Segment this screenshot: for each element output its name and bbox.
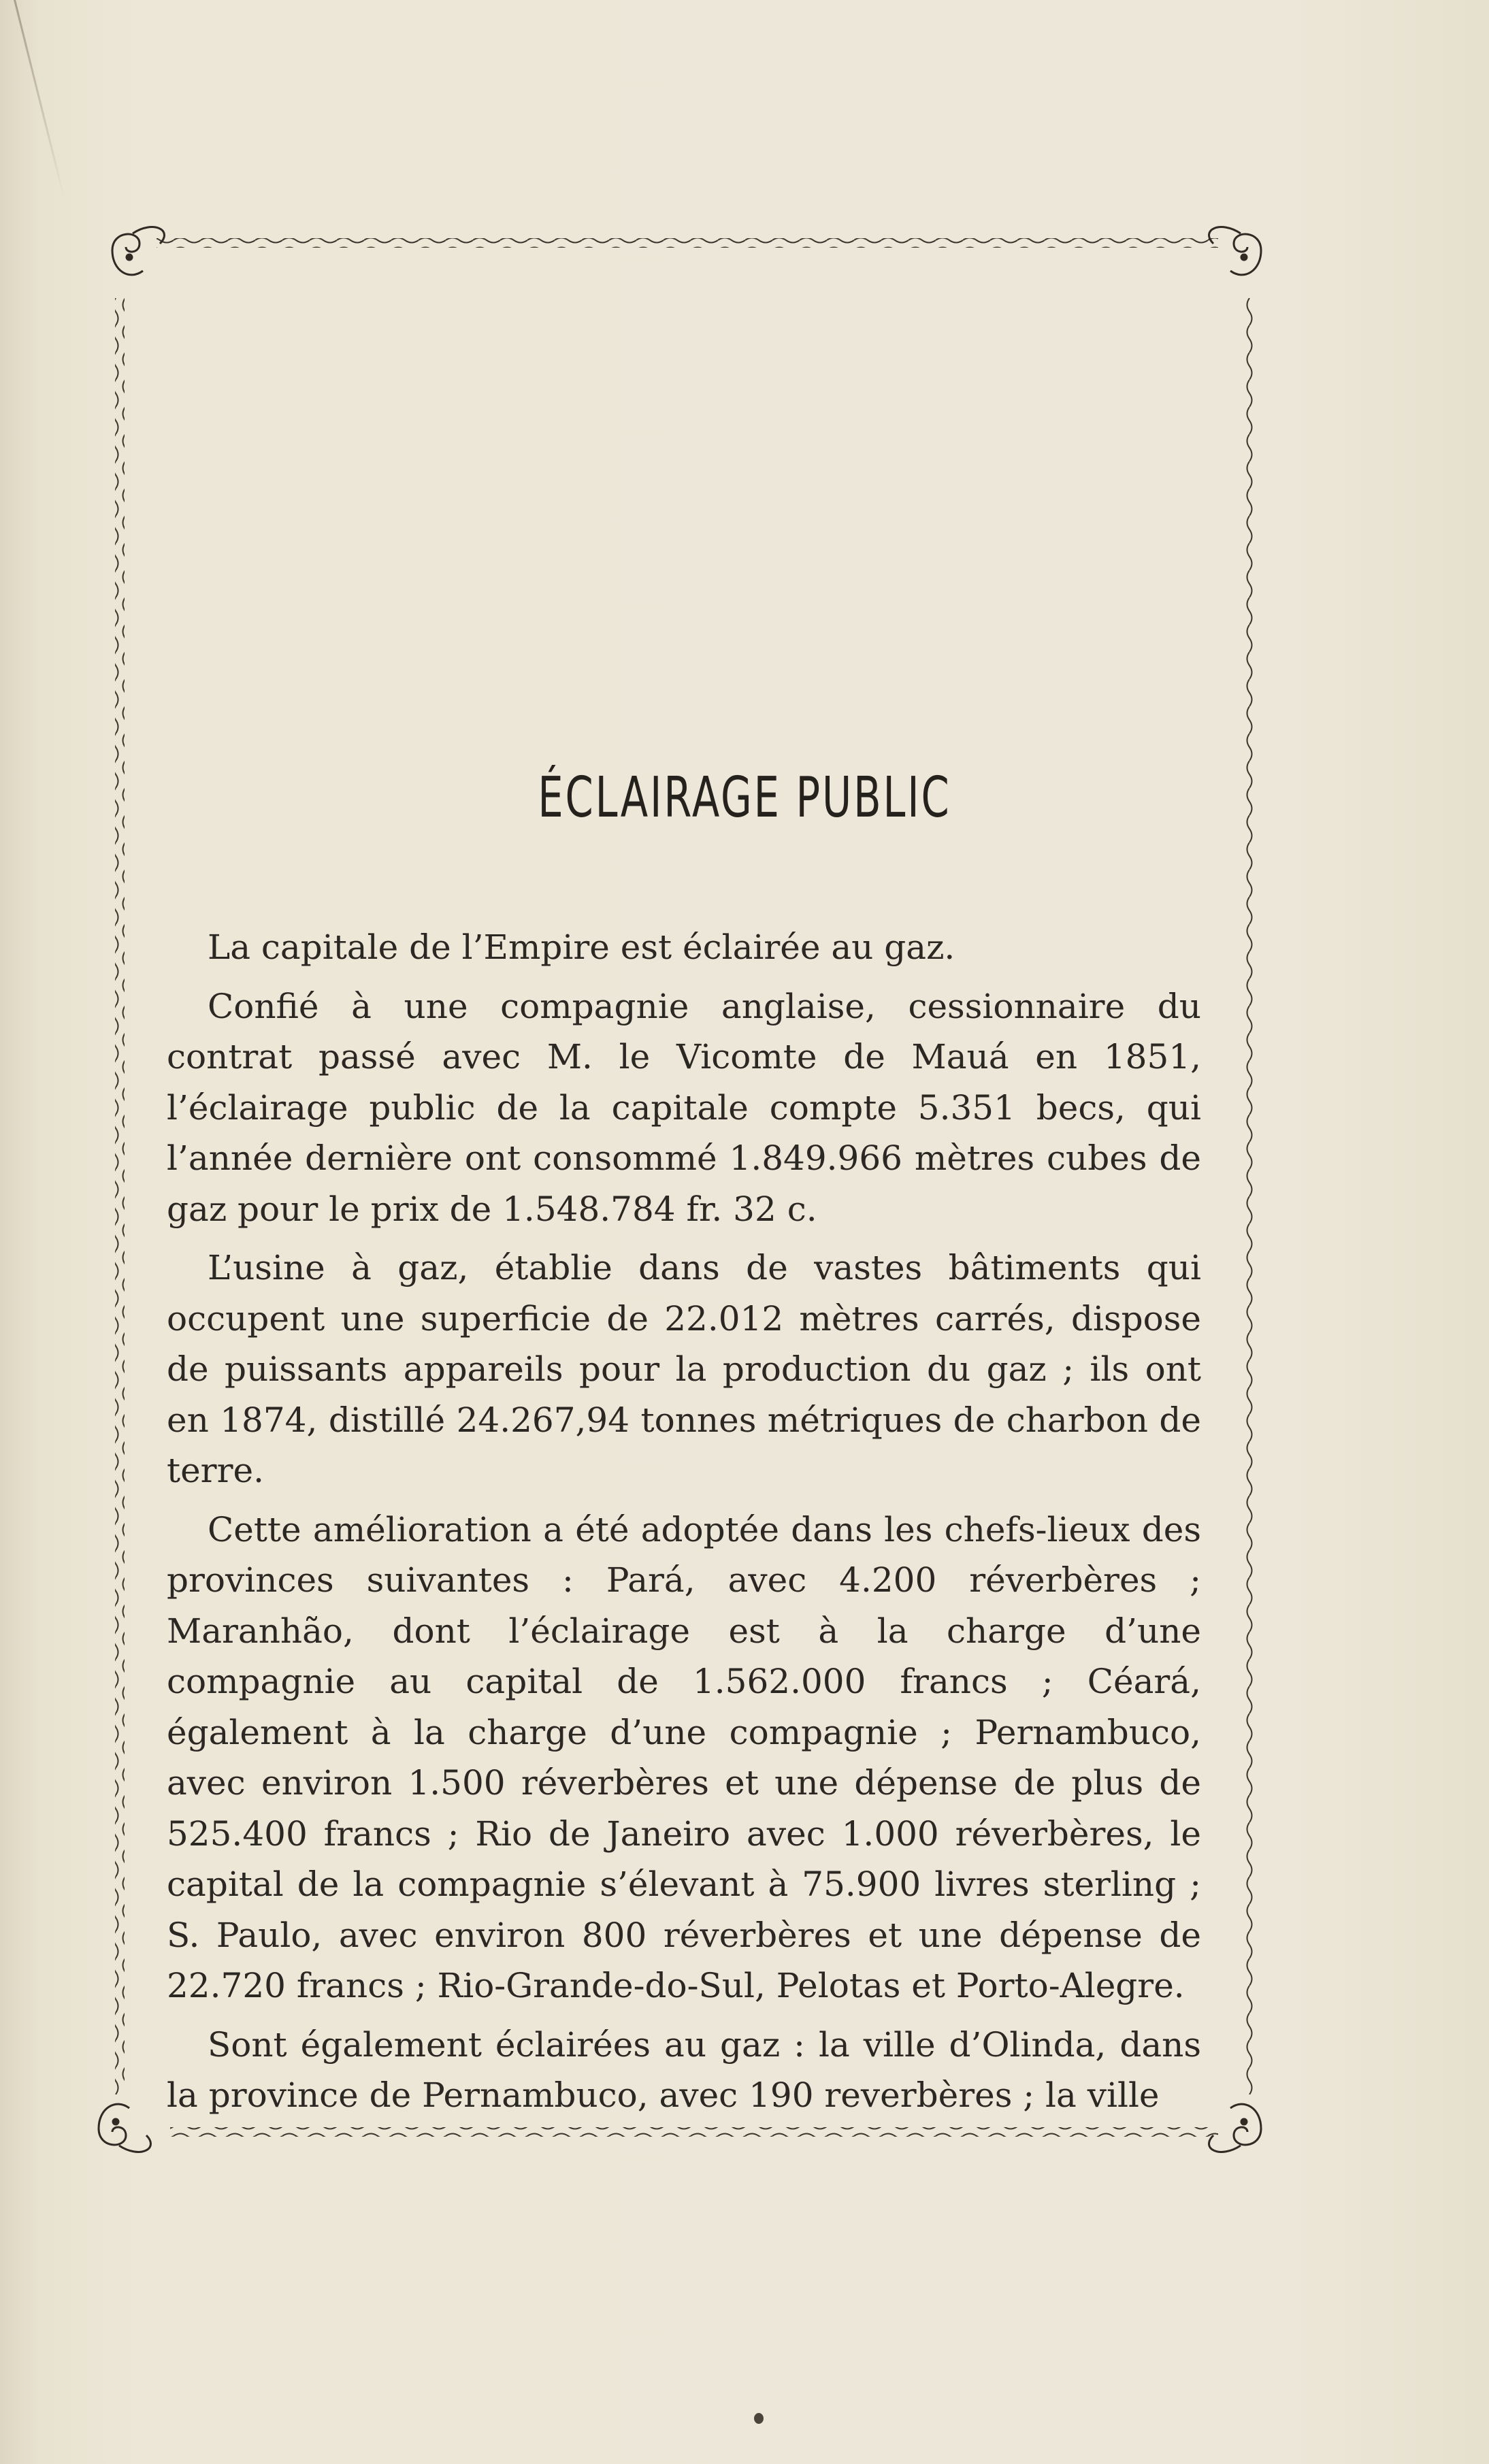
paragraph: Sont également éclairées au gaz : la ville d’Olinda, dans la province de Pernambuco, avec 190 reverbères ; la ville [167, 2024, 1201, 2115]
page-edge-shadow [14, 0, 65, 198]
paragraph: L’usine à gaz, établie dans de vastes bâtiments qui occupent une superficie de 22.012 mètres carrés, dispose de puissants appareils pour la production du gaz ; ils ont en 1874, distillé 24.267,94 tonnes métriques de charbon de terre. [167, 1248, 1201, 1490]
page-mark [754, 2413, 764, 2424]
paragraph: Cette amélioration a été adoptée dans les chefs-lieux des provinces suivantes : Pará, avec 4.200 réverbères ; Maranhão, dont l’éclairage est à la charge d’une compagnie au capital de 1.562.000 francs ; Céará, également à la charge d’une compagnie ; Pernambuco, avec environ 1.500 réverbères et une dépense de plus de 525.400 francs ; Rio de Janeiro avec 1.000 réverbères, le capital de la compagnie s’élevant à 75.900 livres sterling ; S. Paulo, avec environ 800 réverbères et une dépense de 22.720 francs ; Rio-Grande-do-Sul, Pelotas et Porto-Alegre. [167, 1509, 1201, 2005]
paragraph: La capitale de l’Empire est éclairée au gaz. [208, 927, 955, 967]
corner-ornament-bottom-left [99, 2104, 150, 2152]
corner-ornament-top-left [112, 227, 164, 275]
body-text [167, 922, 1201, 2129]
page-title: ÉCLAIRAGE PUBLIC [538, 766, 951, 830]
paragraph: Confié à une compagnie anglaise, cessionnaire du contrat passé avec M. le Vicomte de Mauá en 1851, l’éclairage public de la capitale compte 5.351 becs, qui l’année dernière ont consommé 1.849.966 mètres cubes de gaz pour le prix de 1.548.784 fr. 32 c. [167, 986, 1201, 1229]
corner-ornament-top-right [1209, 227, 1261, 275]
